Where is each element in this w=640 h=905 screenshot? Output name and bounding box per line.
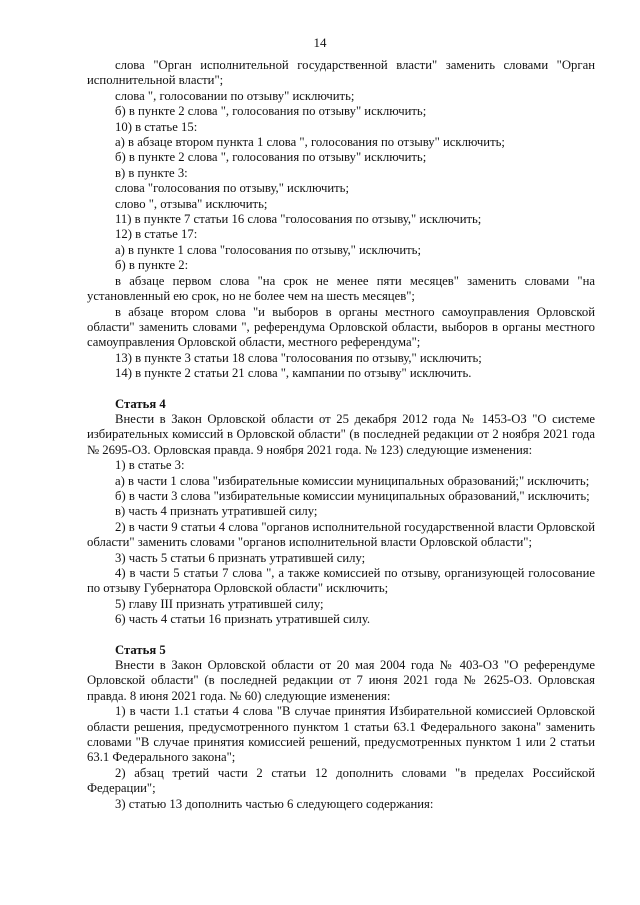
page-number: 14 bbox=[313, 35, 327, 50]
paragraph: 12) в статье 17: bbox=[115, 227, 198, 242]
paragraph: 11) в пункте 7 статьи 16 слова "голосования по отзыву," исключить; bbox=[115, 212, 482, 227]
paragraph: а) в пункте 1 слова "голосования по отзыву," исключить; bbox=[115, 242, 421, 257]
paragraph: б) в пункте 2 слова ", голосования по отзыву" исключить; bbox=[115, 150, 427, 165]
paragraph: 5) главу III признать утратившей силу; bbox=[115, 596, 324, 611]
paragraph: слово ", отзыва" исключить; bbox=[115, 196, 268, 211]
article-5-heading: Статья 5 bbox=[115, 642, 166, 657]
paragraph: в) в пункте 3: bbox=[115, 165, 188, 180]
paragraph: б) в пункте 2: bbox=[115, 258, 189, 273]
paragraph: 14) в пункте 2 статьи 21 слова ", кампании по отзыву" исключить. bbox=[115, 366, 472, 381]
article-4-heading: Статья 4 bbox=[115, 396, 166, 411]
paragraph: 13) в пункте 3 статьи 18 слова "голосования по отзыву," исключить; bbox=[115, 350, 482, 365]
paragraph: а) в части 1 слова "избирательные комиссии муниципальных образований;" исключить; bbox=[115, 473, 590, 488]
paragraph: 1) в части 1.1 статьи 4 слова "В случае принятия Избирательной комиссией Орловской области решения, предусмотренного пунктом 1 статьи 63.1 Федерального закона" заменить словами "В случае принятия комиссией решений, предусмотренных пунктом 1 или 2 статьи 63.1 Федерального закона"; bbox=[87, 704, 595, 765]
paragraph: 1) в статье 3: bbox=[115, 458, 185, 473]
paragraph: слова ", голосовании по отзыву" исключить; bbox=[115, 88, 355, 103]
paragraph: 6) часть 4 статьи 16 признать утратившей силу. bbox=[115, 612, 371, 627]
paragraph: 2) в части 9 статьи 4 слова "органов исполнительной государственной власти Орловской области" заменить словами "органов исполнительной власти Орловской области"; bbox=[87, 519, 595, 550]
paragraph: б) в части 3 слова "избирательные комиссии муниципальных образований," исключить; bbox=[115, 488, 590, 503]
paragraph: 3) часть 5 статьи 6 признать утратившей силу; bbox=[115, 550, 366, 565]
document-body bbox=[87, 58, 595, 812]
paragraph: Внести в Закон Орловской области от 20 мая 2004 года № 403-ОЗ "О референдуме Орловской области" (в последней редакции от 7 июня 2021 года № 2625-ОЗ. Орловская правда. 8 июня 2021 года. № 60) следующие изменения: bbox=[87, 658, 595, 703]
paragraph: слова "голосования по отзыву," исключить; bbox=[115, 181, 349, 196]
paragraph: 2) абзац третий части 2 статьи 12 дополнить словами "в пределах Российской Федерации"; bbox=[87, 765, 595, 796]
paragraph: в абзаце втором слова "и выборов в органы местного самоуправления Орловской области" заменить словами ", референдума Орловской области, выборов в органы местного самоуправления Орловской области, местного референдума"; bbox=[87, 304, 595, 350]
paragraph: б) в пункте 2 слова ", голосования по отзыву" исключить; bbox=[115, 104, 427, 119]
paragraph: а) в абзаце втором пункта 1 слова ", голосования по отзыву" исключить; bbox=[115, 135, 505, 150]
paragraph: в абзаце первом слова "на срок не менее пяти месяцев" заменить словами "на установленный ею срок, но не более чем на шесть месяцев"; bbox=[87, 273, 595, 304]
paragraph: в) часть 4 признать утратившей силу; bbox=[115, 504, 318, 519]
paragraph: 4) в части 5 статьи 7 слова ", а также комиссией по отзыву, организующей голосование по отзыву Губернатора Орловской области" исключить; bbox=[87, 566, 595, 596]
paragraph: Внести в Закон Орловской области от 25 декабря 2012 года № 1453-ОЗ "О системе избирательных комиссий в Орловской области" (в последней редакции от 2 ноября 2021 года № 2695-ОЗ. Орловская правда. 9 ноября 2021 года. № 123) следующие изменения: bbox=[87, 411, 595, 457]
paragraph: 10) в статье 15: bbox=[115, 119, 198, 134]
paragraph: слова "Орган исполнительной государственной власти" заменить словами "Орган исполнительной власти"; bbox=[87, 58, 595, 88]
paragraph: 3) статью 13 дополнить частью 6 следующего содержания: bbox=[115, 796, 434, 811]
